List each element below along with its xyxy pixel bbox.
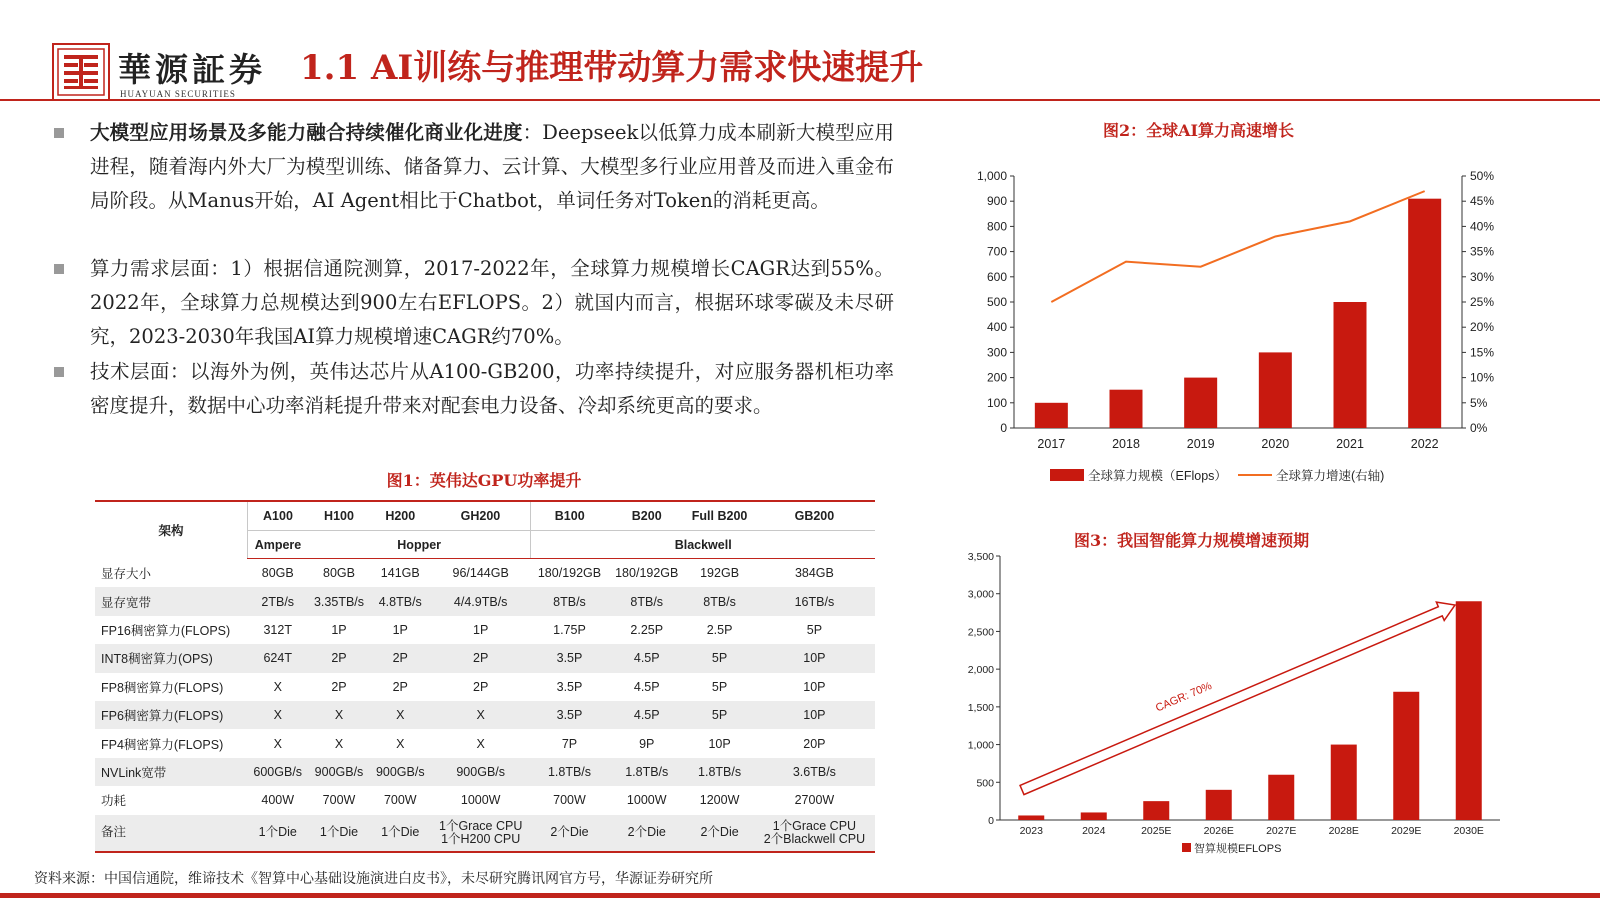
table-cell: 4.5P <box>633 679 660 694</box>
table-cell: 600GB/s <box>248 758 308 786</box>
row-label: INT8稠密算力(OPS) <box>95 644 248 672</box>
table-cell: X <box>370 701 430 729</box>
table-cell: 3.5P <box>531 644 608 672</box>
x-tick-label: 2027E <box>1266 825 1297 837</box>
y-tick-label: 0 <box>1000 421 1007 435</box>
table-cell: 2P <box>370 644 430 672</box>
table-cell: 8TB/s <box>531 587 608 615</box>
table-cell: 7P <box>561 736 578 751</box>
table-cell: 3.6TB/s <box>754 758 875 786</box>
x-tick-label: 2020 <box>1261 437 1290 451</box>
table-cell: 1.8TB/s <box>531 758 608 786</box>
gpu-spec-table <box>95 500 875 853</box>
col-header-model: A100 <box>248 501 308 531</box>
growth-line <box>1051 191 1424 302</box>
cagr-arrow-icon <box>1018 596 1459 799</box>
bar <box>1035 403 1068 428</box>
bar <box>1456 601 1482 820</box>
bar <box>1018 815 1044 820</box>
col-header-model: GB200 <box>754 501 875 531</box>
table-cell: 80GB <box>323 566 355 581</box>
x-tick-label: 2026E <box>1203 825 1234 837</box>
y-tick-label: 3,000 <box>967 588 994 601</box>
x-tick-label: 2029E <box>1391 825 1422 837</box>
table-cell: 900GB/s <box>308 758 370 786</box>
table-cell: 1.8TB/s <box>608 758 685 786</box>
bullet-2 <box>54 252 894 354</box>
y-tick-label: 1,000 <box>967 739 994 752</box>
y2-tick-label: 25% <box>1470 295 1495 309</box>
x-tick-label: 2021 <box>1336 437 1364 451</box>
header-divider <box>0 99 1600 101</box>
china-compute-chart <box>950 550 1570 870</box>
table-cell: X <box>308 701 370 729</box>
table-cell: 2P <box>331 679 347 694</box>
table-cell: X <box>431 701 531 729</box>
table-cell: 900GB/s <box>370 758 430 786</box>
y-tick-label: 1,500 <box>967 701 994 714</box>
col-header-model: H100 <box>308 501 370 531</box>
x-tick-label: 2025E <box>1141 825 1172 837</box>
table-cell: 1个Die <box>308 815 370 852</box>
y-tick-label: 500 <box>986 295 1007 309</box>
y2-tick-label: 10% <box>1470 370 1495 385</box>
table-cell: 16TB/s <box>754 587 875 615</box>
table-cell: 700W <box>383 793 417 808</box>
table-row <box>95 758 875 786</box>
bullet-1 <box>54 116 894 218</box>
row-label: FP4稠密算力(FLOPS) <box>101 737 224 752</box>
bar <box>1081 812 1107 820</box>
table-cell: 5P <box>711 679 728 694</box>
figure-1-title: 图1：英伟达GPU功率提升 <box>386 471 582 490</box>
table-cell: 1000W <box>460 793 501 808</box>
figure-3-title: 图3：我国智能算力规模增速预期 <box>1074 531 1310 550</box>
table-cell: 2个Die <box>531 815 608 852</box>
table-cell: 1.8TB/s <box>685 758 753 786</box>
table-row <box>95 786 875 814</box>
table-cell: 9P <box>639 736 655 751</box>
table-cell: 4.8TB/s <box>370 587 430 615</box>
col-header-model: H200 <box>370 501 430 531</box>
col-header-family: Hopper <box>308 531 531 559</box>
y-tick-label: 1,000 <box>976 169 1007 183</box>
legend-bar-label: 智算规模EFLOPS <box>1194 843 1282 855</box>
y-tick-label: 600 <box>986 269 1007 284</box>
table-cell: 1P <box>331 622 347 637</box>
table-cell: 700W <box>553 793 586 808</box>
y2-tick-label: 5% <box>1470 395 1488 410</box>
table-cell: 10P <box>754 701 875 729</box>
row-label: 显存大小 <box>101 566 152 581</box>
y2-tick-label: 15% <box>1470 345 1495 360</box>
cagr-label: CAGR: 70% <box>1153 679 1214 715</box>
bar <box>1110 390 1143 428</box>
x-tick-label: 2024 <box>1082 825 1106 837</box>
x-tick-label: 2028E <box>1328 825 1359 837</box>
bar <box>1143 801 1169 820</box>
table-cell: 2.5P <box>706 622 733 637</box>
table-row <box>95 815 875 852</box>
table-cell: 1个Grace CPU 1个H200 CPU <box>431 815 531 852</box>
y2-tick-label: 0% <box>1470 421 1488 435</box>
table-cell: 3.35TB/s <box>308 587 370 615</box>
table-cell: 10P <box>754 644 875 672</box>
y-tick-label: 2,000 <box>967 664 994 677</box>
y2-tick-label: 50% <box>1470 169 1495 183</box>
bullet-1-text: ：Deepseek以低算力成本刷新大模型应用进程，随着海内外大厂为模型训练、储备算力、云计算、大模型多行业应用普及而进入重金布局阶段。从Manus开始，AI Agent相比于Chatbot，单词任务对Token的消耗更高。 <box>90 121 894 212</box>
table-cell: X <box>334 736 344 751</box>
table-cell: 192GB <box>700 566 740 581</box>
table-cell: 624T <box>248 644 308 672</box>
x-tick-label: 2030E <box>1453 825 1484 837</box>
col-header-family: Blackwell <box>531 531 875 559</box>
bar <box>1408 199 1441 428</box>
table-cell: 2.25P <box>630 622 664 637</box>
y-tick-label: 700 <box>986 244 1007 259</box>
y-tick-label: 2,500 <box>967 626 994 639</box>
table-cell: 80GB <box>261 566 294 581</box>
x-tick-label: 2018 <box>1112 437 1140 451</box>
table-cell: 400W <box>261 793 295 808</box>
legend-bar-swatch <box>1182 843 1191 852</box>
y-tick-label: 400 <box>986 320 1007 335</box>
table-cell: 312T <box>263 622 292 637</box>
table-cell: 141GB <box>380 566 420 581</box>
bullet-square-icon <box>54 367 64 377</box>
y2-tick-label: 40% <box>1470 219 1495 234</box>
table-cell: 2TB/s <box>248 587 308 615</box>
bar <box>1334 302 1367 428</box>
bullet-1-bold: 大模型应用场景及多能力融合持续催化商业化进度 <box>90 121 523 144</box>
bullet-2-text: 算力需求层面：1）根据信通院测算，2017-2022年，全球算力规模增长CAGR达到55%。2022年，全球算力总规模达到900左右EFLOPS。2）就国内而言，根据环球零碳及未尽研究，2023-2030年我国AI算力规模增速CAGR约70%。 <box>90 257 894 348</box>
table-row <box>95 587 875 615</box>
bar <box>1184 378 1217 428</box>
row-label: FP6稠密算力(FLOPS) <box>95 701 248 729</box>
table-cell: 5P <box>806 622 823 637</box>
table-cell: 96/144GB <box>452 566 509 581</box>
bar <box>1393 692 1419 820</box>
table-cell: X <box>273 679 282 694</box>
col-header-family: Ampere <box>248 531 308 559</box>
brand-name-cn: 華源証券 <box>118 50 266 89</box>
y-tick-label: 0 <box>988 815 994 827</box>
legend-bar-swatch <box>1050 469 1084 481</box>
table-cell: 8TB/s <box>608 587 685 615</box>
table-cell: 8TB/s <box>685 587 753 615</box>
table-corner-header: 架构 <box>95 501 248 559</box>
legend-line-label: 全球算力增速(右轴) <box>1276 469 1385 483</box>
table-cell: 1个Die <box>370 815 430 852</box>
table-cell: 1个Die <box>248 815 308 852</box>
table-cell: 3.5P <box>531 701 608 729</box>
table-cell: 5P <box>685 701 753 729</box>
bullet-3-text: 技术层面：以海外为例，英伟达芯片从A100-GB200，功率持续提升，对应服务器机柜功率密度提升，数据中心功率消耗提升带来对配套电力设备、冷却系统更高的要求。 <box>90 360 894 417</box>
table-row <box>95 616 875 644</box>
y-tick-label: 900 <box>986 194 1007 209</box>
table-cell: 1P <box>392 622 408 637</box>
row-label: FP16稠密算力(FLOPS) <box>101 623 231 638</box>
table-cell: X <box>248 701 308 729</box>
global-compute-chart <box>950 160 1570 500</box>
table-row <box>95 644 875 672</box>
source-note: 资料来源：中国信通院，维谛技术《智算中心基础设施演进白皮书》，未尽研究腾讯网官方号，华源证券研究所 <box>34 871 713 887</box>
col-header-model: Full B200 <box>685 501 753 531</box>
y2-tick-label: 30% <box>1470 269 1495 284</box>
table-cell: 10P <box>803 679 826 694</box>
row-label: NVLink宽带 <box>95 758 248 786</box>
row-label: FP8稠密算力(FLOPS) <box>101 680 224 695</box>
row-label: 显存宽带 <box>95 587 248 615</box>
table-cell: X <box>476 736 485 751</box>
table-cell: 2P <box>473 679 489 694</box>
x-tick-label: 2022 <box>1410 437 1439 451</box>
table-cell: 3.5P <box>556 679 583 694</box>
table-row <box>95 673 875 701</box>
y2-tick-label: 45% <box>1470 194 1495 209</box>
col-header-model: GH200 <box>431 501 531 531</box>
bar <box>1331 745 1357 820</box>
cagr-arrow-shape <box>1018 596 1459 799</box>
y2-tick-label: 20% <box>1470 320 1495 335</box>
table-cell: X <box>273 736 282 751</box>
bar <box>1268 775 1294 820</box>
table-cell: 10P <box>708 736 731 751</box>
table-cell: 5P <box>685 644 753 672</box>
huayuan-logo-icon <box>52 43 110 101</box>
table-cell: 1200W <box>699 793 740 808</box>
x-tick-label: 2019 <box>1186 437 1215 451</box>
x-tick-label: 2017 <box>1037 437 1066 451</box>
table-cell: 1P <box>473 622 489 637</box>
bullet-square-icon <box>54 264 64 274</box>
table-cell: 20P <box>803 736 826 751</box>
table-cell: 2P <box>308 644 370 672</box>
table-cell: 1000W <box>626 793 667 808</box>
table-row <box>95 701 875 729</box>
y-tick-label: 200 <box>986 370 1007 385</box>
table-cell: 2个Die <box>685 815 753 852</box>
table-cell: 2P <box>431 644 531 672</box>
y-tick-label: 500 <box>976 777 994 790</box>
table-cell: 1个Grace CPU 2个Blackwell CPU <box>754 815 875 852</box>
table-cell: 2700W <box>794 793 835 808</box>
y2-tick-label: 35% <box>1470 244 1495 259</box>
bar <box>1259 352 1292 428</box>
table-cell: 900GB/s <box>431 758 531 786</box>
bar <box>1206 790 1232 820</box>
table-cell: 180/192GB <box>615 566 679 581</box>
table-row <box>95 729 875 757</box>
table-cell: 384GB <box>794 566 834 581</box>
table-cell: 4/4.9TB/s <box>431 587 531 615</box>
legend-bar-label: 全球算力规模（EFlops） <box>1088 469 1227 483</box>
table-cell: 1.75P <box>553 622 586 637</box>
y-tick-label: 300 <box>986 345 1007 360</box>
row-label: 功耗 <box>101 794 127 809</box>
table-cell: 700W <box>322 793 356 808</box>
footer-divider <box>0 893 1600 898</box>
table-cell: 2个Die <box>608 815 685 852</box>
row-label: 备注 <box>95 815 248 852</box>
table-row <box>95 559 875 588</box>
y-tick-label: 3,500 <box>967 551 994 563</box>
page-title: 1.1 AI训练与推理带动算力需求快速提升 <box>300 48 924 88</box>
figure-2-title: 图2：全球AI算力高速增长 <box>1103 121 1295 140</box>
y-tick-label: 800 <box>986 219 1007 234</box>
x-tick-label: 2023 <box>1019 825 1043 837</box>
table-cell: 4.5P <box>608 701 685 729</box>
y-tick-label: 100 <box>986 395 1007 410</box>
table-cell: 4.5P <box>608 644 685 672</box>
col-header-model: B200 <box>608 501 685 531</box>
table-cell: 2P <box>392 679 408 694</box>
bullet-square-icon <box>54 128 64 138</box>
col-header-model: B100 <box>531 501 608 531</box>
table-cell: X <box>396 736 405 751</box>
bullet-3 <box>54 355 894 423</box>
table-cell: 180/192GB <box>537 566 602 581</box>
brand-name-en: HUAYUAN SECURITIES <box>120 89 236 99</box>
